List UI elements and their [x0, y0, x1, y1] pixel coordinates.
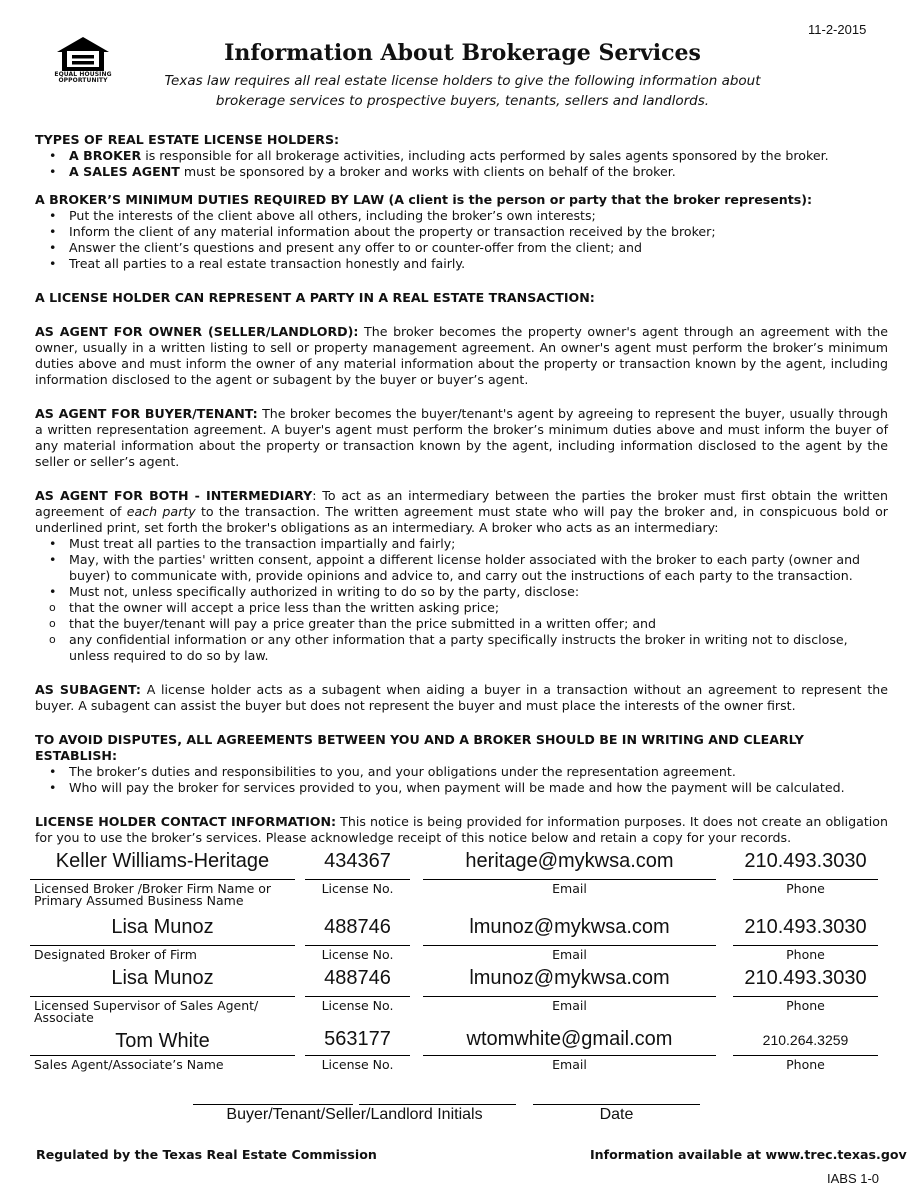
supervisor-email[interactable]: lmunoz@mykwsa.com [469, 967, 670, 989]
signature-line [305, 996, 410, 997]
sales-agent-label: Sales Agent/Associate’s Name [34, 1057, 224, 1072]
logo-text-line2: OPPORTUNITY [58, 77, 108, 84]
disputes-list [35, 764, 888, 796]
owner-agent-term: AS AGENT FOR OWNER (SELLER/LANDLORD): [35, 324, 359, 339]
contact-info-term: LICENSE HOLDER CONTACT INFORMATION: [35, 814, 337, 829]
page-subtitle: Texas law requires all real estate license holders to give the following information about brokerage services to prospective buyers, tenants, sellers and landlords. [164, 73, 761, 109]
email-label: Email [552, 947, 587, 962]
signature-line [733, 996, 878, 997]
list-item [69, 164, 888, 180]
phone-label: Phone [786, 881, 825, 896]
email-label: Email [552, 998, 587, 1013]
subagent-paragraph [35, 682, 888, 714]
footer-website: Information available at www.trec.texas.gov [590, 1147, 907, 1162]
list-item: • May, with the parties' written consent, appoint a different license holder associated with the broker to each party (owner and buyer) to communicate with, provide opinions and advice to, and carry out the instructions of each party to the transaction. [69, 552, 888, 584]
subagent-text: A license holder acts as a subagent when aiding a buyer in a transaction without an agreement to represent the buyer. A subagent can assist the buyer but does not represent the buyer and must place the interests of the owner first. [35, 682, 889, 713]
intermediary-term: AS AGENT FOR BOTH - INTERMEDIARY [35, 488, 313, 503]
represent-heading: A LICENSE HOLDER CAN REPRESENT A PARTY IN A REAL ESTATE TRANSACTION: [35, 290, 595, 305]
broker-license-number[interactable]: 434367 [324, 850, 391, 872]
signature-line [30, 1055, 295, 1056]
list-item: • Inform the client of any material information about the property or transaction received by the broker; [69, 224, 888, 240]
signature-line [733, 879, 878, 880]
house-icon [56, 36, 110, 72]
list-item: • Treat all parties to a real estate transaction honestly and fairly. [69, 256, 888, 272]
list-item: o that the buyer/tenant will pay a price greater than the price submitted in a written offer; and [69, 616, 888, 632]
supervisor-phone[interactable]: 210.493.3030 [744, 967, 867, 989]
disputes-heading: TO AVOID DISPUTES, ALL AGREEMENTS BETWEEN YOU AND A BROKER SHOULD BE IN WRITING AND CLEARLY ESTABLISH: [35, 732, 804, 763]
list-item: • Answer the client’s questions and present any offer to or counter-offer from the client; and [69, 240, 888, 256]
signature-line [423, 996, 716, 997]
designated-broker-phone[interactable]: 210.493.3030 [744, 916, 867, 938]
broker-phone[interactable]: 210.493.3030 [744, 850, 867, 872]
designated-broker-email[interactable]: lmunoz@mykwsa.com [469, 916, 670, 938]
signature-line [305, 945, 410, 946]
designated-broker-name[interactable]: Lisa Munoz [111, 916, 214, 938]
signature-line [423, 1055, 716, 1056]
phone-label: Phone [786, 1057, 825, 1072]
list-item: o that the owner will accept a price less than the written asking price; [69, 600, 888, 616]
sales-agent-description: must be sponsored by a broker and works with clients on behalf of the broker. [179, 164, 676, 179]
signature-line [733, 1055, 878, 1056]
email-label: Email [552, 1057, 587, 1072]
sales-agent-name[interactable]: Tom White [115, 1030, 210, 1052]
page-title: Information About Brokerage Services [224, 40, 701, 66]
supervisor-name[interactable]: Lisa Munoz [111, 967, 214, 989]
sales-agent-phone[interactable]: 210.264.3259 [762, 1032, 849, 1048]
types-list [35, 148, 888, 180]
broker-term: A BROKER [69, 148, 142, 163]
supervisor-label: Licensed Supervisor of Sales Agent/ Associate [34, 998, 259, 1025]
broker-email[interactable]: heritage@mykwsa.com [465, 850, 674, 872]
signature-line [30, 996, 295, 997]
intermediary-paragraph [35, 488, 888, 536]
signature-line [30, 945, 295, 946]
list-item: • Must not, unless specifically authorized in writing to do so by the party, disclose: [69, 584, 888, 600]
duties-heading: A BROKER’S MINIMUM DUTIES REQUIRED BY LAW (A client is the person or party that the broker represents): [35, 192, 813, 207]
broker-name-label: Licensed Broker /Broker Firm Name or Primary Assumed Business Name [34, 881, 272, 908]
buyer-agent-paragraph [35, 406, 888, 470]
license-label: License No. [321, 998, 394, 1013]
signature-line [305, 1055, 410, 1056]
initials-line-1[interactable] [193, 1104, 353, 1105]
sales-agent-term: A SALES AGENT [69, 164, 180, 179]
broker-firm-name[interactable]: Keller Williams-Heritage [55, 850, 270, 872]
contact-info-text: This notice is being provided for information purposes. It does not create an obligation for you to use the broker’s services. Please acknowledge receipt of this notice below and retain a copy for your records. [35, 814, 888, 845]
equal-housing-logo [50, 36, 116, 84]
sales-agent-email[interactable]: wtomwhite@gmail.com [466, 1028, 673, 1050]
designated-broker-license[interactable]: 488746 [324, 916, 391, 938]
list-item: • Must treat all parties to the transaction impartially and fairly; [69, 536, 888, 552]
license-label: License No. [321, 881, 394, 896]
notice-body [35, 132, 888, 846]
signature-line [305, 879, 410, 880]
intermediary-text-2: to the transaction. The written agreement must state who will pay the broker and, in conspicuous bold or underlined print, set forth the broker's obligations as an intermediary. A broker who acts as an intermediary: [35, 504, 888, 535]
list-item [69, 148, 888, 164]
initials-label: Buyer/Tenant/Seller/Landlord Initials [226, 1106, 483, 1123]
buyer-agent-text: The broker becomes the buyer/tenant's agent by agreeing to represent the buyer, usually through a written representation agreement. A buyer's agent must perform the broker’s minimum duties above and must inform the buyer of any material information about the property or transaction known by the agent, including information disclosed to the agent by the seller or seller’s agent. [35, 406, 888, 469]
list-item: o any confidential information or any other information that a party specifically instructs the broker in writing not to disclose, unless required to do so by law. [69, 632, 888, 664]
date-line[interactable] [533, 1104, 700, 1105]
signature-line [30, 879, 295, 880]
supervisor-license[interactable]: 488746 [324, 967, 391, 989]
form-date-code: 11-2-2015 [808, 22, 867, 37]
types-heading: TYPES OF REAL ESTATE LICENSE HOLDERS: [35, 132, 340, 147]
footer-regulator: Regulated by the Texas Real Estate Commission [36, 1147, 377, 1162]
logo-text-line1: EQUAL HOUSING [54, 71, 112, 78]
owner-agent-text: The broker becomes the property owner's agent through an agreement with the owner, usually in a written listing to sell or property management agreement. An owner's agent must perform the broker’s minimum duties above and must inform the owner of any material information about the property or transaction known by the agent, including information disclosed to the agent or subagent by the buyer or buyer’s agent. [35, 324, 888, 387]
date-label: Date [599, 1106, 634, 1123]
signature-line [423, 879, 716, 880]
license-label: License No. [321, 1057, 394, 1072]
initials-line-2[interactable] [359, 1104, 516, 1105]
list-item: • Who will pay the broker for services provided to you, when payment will be made and how the payment will be calculated. [69, 780, 888, 796]
designated-broker-label: Designated Broker of Firm [34, 947, 197, 962]
form-code: IABS 1-0 [827, 1171, 880, 1186]
contact-info-paragraph [35, 814, 888, 846]
phone-label: Phone [786, 947, 825, 962]
sales-agent-license[interactable]: 563177 [324, 1028, 391, 1050]
intermediary-list [35, 536, 888, 600]
list-item: • The broker’s duties and responsibilities to you, and your obligations under the representation agreement. [69, 764, 888, 780]
signature-line [423, 945, 716, 946]
email-label: Email [552, 881, 587, 896]
license-label: License No. [321, 947, 394, 962]
buyer-agent-term: AS AGENT FOR BUYER/TENANT: [35, 406, 258, 421]
broker-description: is responsible for all brokerage activities, including acts performed by sales agents sponsored by the broker. [141, 148, 829, 163]
list-item: • Put the interests of the client above all others, including the broker’s own interests; [69, 208, 888, 224]
owner-agent-paragraph [35, 324, 888, 388]
disclosure-list [35, 600, 888, 664]
subagent-term: AS SUBAGENT: [35, 682, 141, 697]
signature-line [733, 945, 878, 946]
intermediary-emphasis: each party [126, 504, 196, 519]
duties-list [35, 208, 888, 272]
intermediary-text-1: : To act as an intermediary between the parties the broker must first obtain the written agreement of [35, 488, 889, 519]
phone-label: Phone [786, 998, 825, 1013]
